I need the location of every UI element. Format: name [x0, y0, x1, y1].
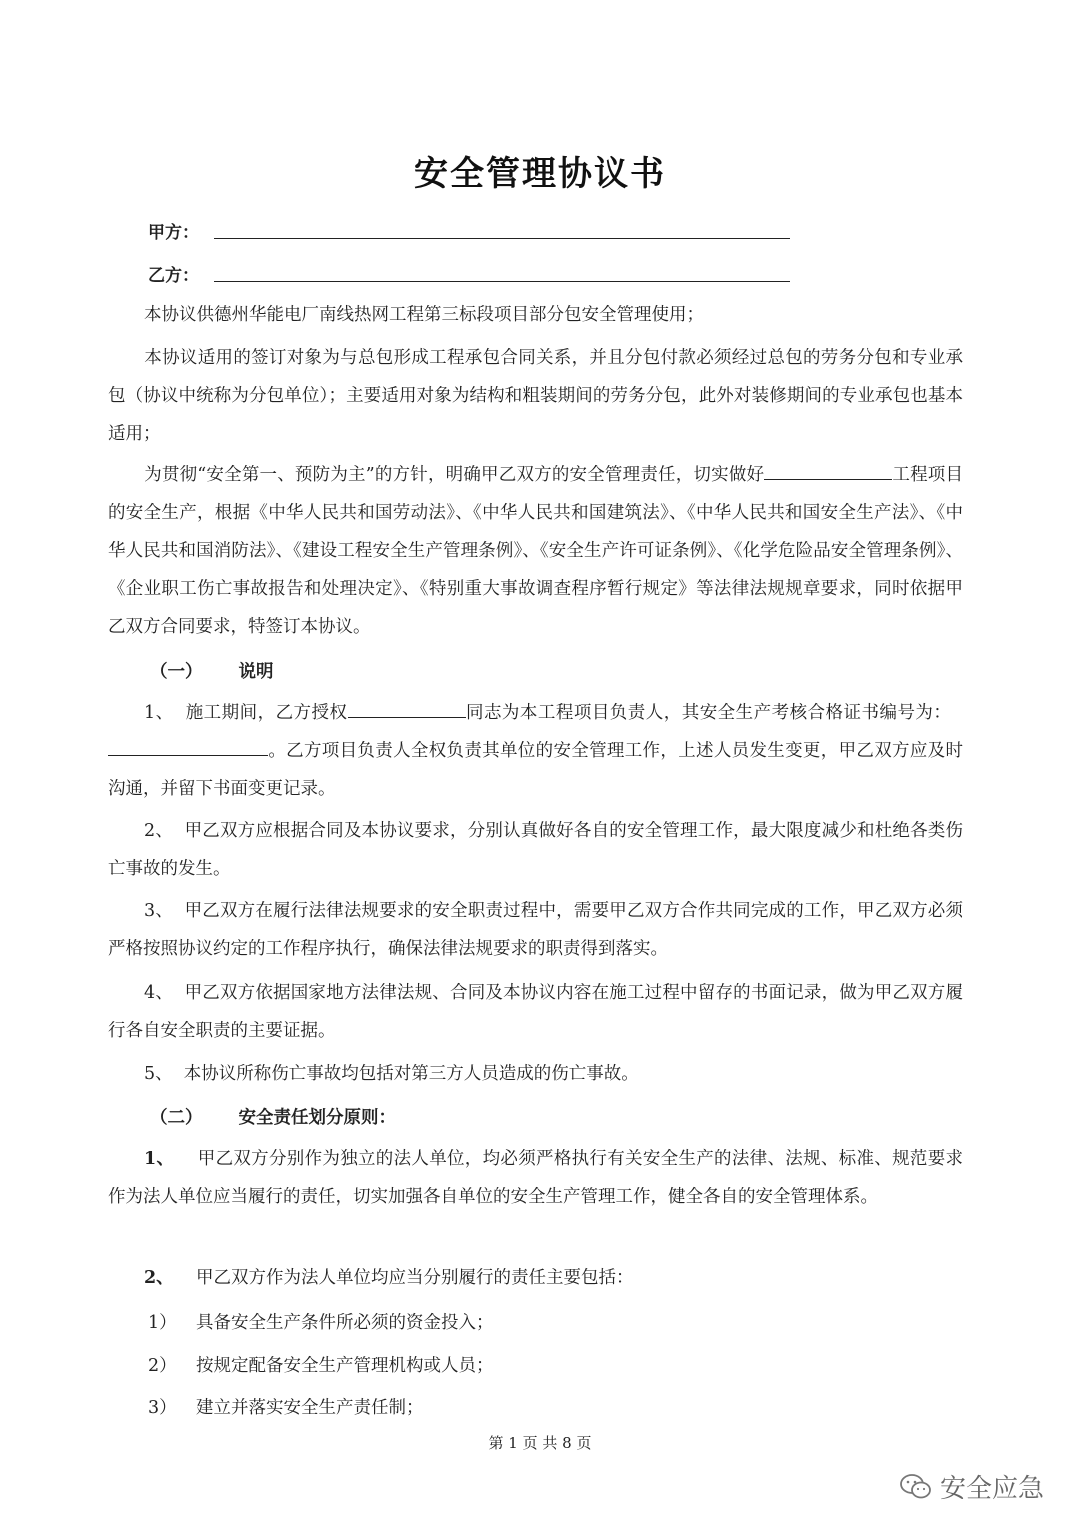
- party-a-blank: [214, 238, 790, 239]
- chat-bubble-icon: [900, 1473, 932, 1501]
- party-a-field: [148, 218, 199, 243]
- s1-item-2: 2、 甲乙双方应根据合同及本协议要求，分别认真做好各自的安全管理工作，最大限度减少和杜绝各类伤亡事故的发生。: [108, 821, 963, 879]
- intro-paragraph-3: 为贯彻“安全第一、预防为主”的方针，明确甲乙双方的安全管理责任，切实做好 工程项目的安全生产，根据《中华人民共和国劳动法》、《中华人民共和国建筑法》、《中华人民共和国安全生产法》、《中华人民共和国消防法》、《建设工程安全生产管理条例》、《安全生产许可证条例》、《化学危险品安全管理条例》、《企业职工伤亡事故报告和处理决定》、《特别重大事故调查程序暂行规定》等法律法规规章要求，同时依据甲乙双方合同要求，特签订本协议。: [108, 465, 964, 637]
- s1-item-1: 1、 施工期间，乙方授权 同志为本工程项目负责人，其安全生产考核合格证书编号为： 。乙方项目负责人全权负责其单位的安全管理工作，上述人员发生变更，甲乙双方应及时沟通，并留下书面变更记录。: [108, 703, 963, 799]
- sub-item-2: 2） 按规定配备安全生产管理机构或人员；: [148, 1356, 494, 1376]
- party-a-label: 甲方：: [148, 223, 199, 243]
- watermark: [900, 1468, 1044, 1505]
- watermark-text: 安全应急: [940, 1474, 1045, 1504]
- certificate-number-blank: [108, 754, 268, 756]
- intro-paragraph-2: 本协议适用的签订对象为与总包形成工程承包合同关系，并且分包付款必须经过总包的劳务分包和专业承包（协议中统称为分包单位）；主要适用对象为结构和粗装期间的劳务分包，此外对装修期间的专业承包也基本适用；: [108, 348, 963, 444]
- s1-item-4: 4、 甲乙双方依据国家地方法律法规、合同及本协议内容在施工过程中留存的书面记录，做为甲乙双方履行各自安全职责的主要证据。: [108, 983, 963, 1041]
- section-heading-1: （一） 说明: [150, 662, 274, 682]
- intro-paragraph-1: 本协议供德州华能电厂南线热网工程第三标段项目部分包安全管理使用；: [144, 305, 704, 325]
- s2-item-1: 1、 甲乙双方分别作为独立的法人单位，均必须严格执行有关安全生产的法律、法规、标准、规范要求作为法人单位应当履行的责任，切实加强各自单位的安全生产管理工作，健全各自的安全管理体系。: [108, 1149, 963, 1207]
- s1-item-5: 5、 本协议所称伤亡事故均包括对第三方人员造成的伤亡事故。: [144, 1064, 639, 1084]
- sub-item-1: 1） 具备安全生产条件所必须的资金投入；: [148, 1313, 494, 1333]
- document-title: 安全管理协议书: [414, 154, 666, 194]
- party-b-field: [148, 261, 199, 286]
- project-name-blank: [764, 478, 892, 480]
- page-number: 第 1 页 共 8 页: [488, 1434, 592, 1452]
- s1-item-3: 3、 甲乙双方在履行法律法规要求的安全职责过程中，需要甲乙双方合作共同完成的工作，甲乙双方必须严格按照协议约定的工作程序执行，确保法律法规要求的职责得到落实。: [108, 901, 963, 959]
- manager-name-blank: [348, 716, 466, 718]
- s2-item-2: 2、 甲乙双方作为法人单位均应当分别履行的责任主要包括：: [144, 1268, 634, 1288]
- party-b-blank: [214, 281, 790, 282]
- section-heading-2: （二） 安全责任划分原则：: [150, 1108, 396, 1128]
- sub-item-3: 3） 建立并落实安全生产责任制；: [148, 1398, 424, 1418]
- party-b-label: 乙方：: [148, 266, 199, 286]
